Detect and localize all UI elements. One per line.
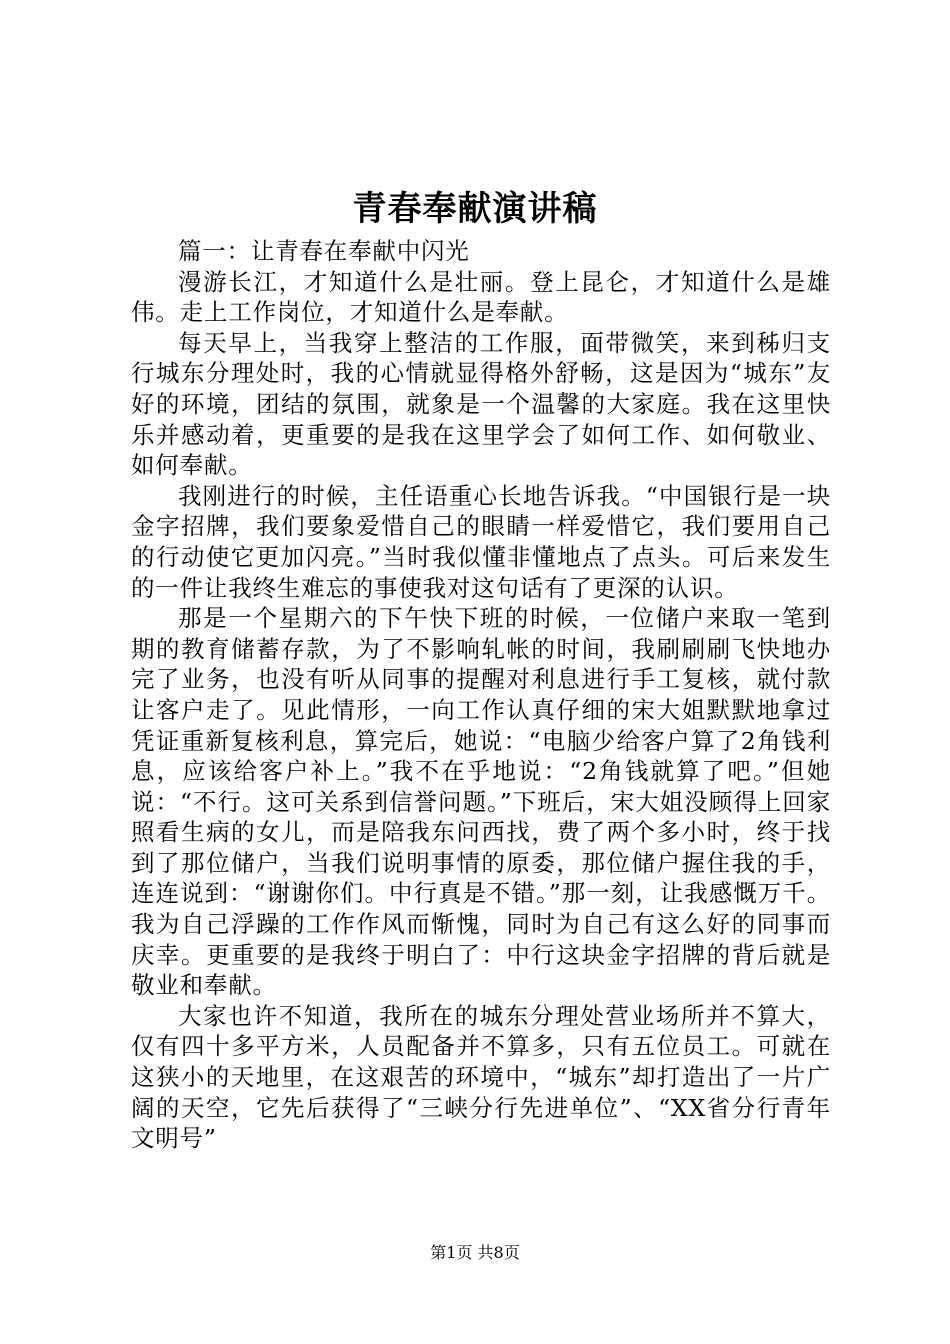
paragraph: 漫游长江，才知道什么是壮丽。登上昆仑，才知道什么是雄伟。走上工作岗位，才知道什么是奉献。 (131, 267, 831, 327)
paragraph: 每天早上，当我穿上整洁的工作服，面带微笑，来到秭归支行城东分理处时，我的心情就显得格外舒畅，这是因为“城东”友好的环境，团结的氛围，就象是一个温馨的大家庭。我在这里快乐并感动着，更重要的是我在这里学会了如何工作、如何敬业、如何奉献。 (131, 328, 831, 480)
page-number: 第1页 (430, 1243, 473, 1262)
document-body (131, 236, 831, 1154)
paragraph: 那是一个星期六的下午快下班的时候，一位储户来取一笔到期的教育储蓄存款，为了不影响轧帐的时间，我刷刷刷飞快地办完了业务，也没有听从同事的提醒对利息进行手工复核，就付款让客户走了。见此情形，一向工作认真仔细的宋大姐默默地拿过凭证重新复核利息，算完后，她说：“电脑少给客户算了2角钱利息，应该给客户补上。”我不在乎地说：“2角钱就算了吧。”但她说：“不行。这可关系到信誉问题。”下班后，宋大姐没顾得上回家照看生病的女儿，而是陪我东问西找，费了两个多小时，终于找到了那位储户，当我们说明事情的原委，那位储户握住我的手，连连说到：“谢谢你们。中行真是不错。”那一刻，让我感慨万千。我为自己浮躁的工作作风而惭愧，同时为自己有这么好的同事而庆幸。更重要的是我终于明白了：中行这块金字招牌的背后就是敬业和奉献。 (131, 604, 831, 1000)
paragraph: 大家也许不知道，我所在的城东分理处营业场所并不算大，仅有四十多平方米，人员配备并不算多，只有五位员工。可就在这狭小的天地里，在这艰苦的环境中，“城东”却打造出了一片广阔的天空，它先后获得了“三峡分行先进单位”、“XX省分行青年文明号” (131, 1001, 831, 1153)
page-footer (0, 1242, 950, 1264)
document-title: 青春奉献演讲稿 (352, 189, 598, 229)
page-total: 共8页 (477, 1243, 520, 1262)
section-heading: 篇一：让青春在奉献中闪光 (178, 237, 470, 265)
paragraph: 我刚进行的时候，主任语重心长地告诉我。“中国银行是一块金字招牌，我们要象爱惜自己的眼睛一样爱惜它，我们要用自己的行动使它更加闪亮。”当时我似懂非懂地点了点头。可后来发生的一件让我终生难忘的事使我对这句话有了更深的认识。 (131, 481, 831, 602)
